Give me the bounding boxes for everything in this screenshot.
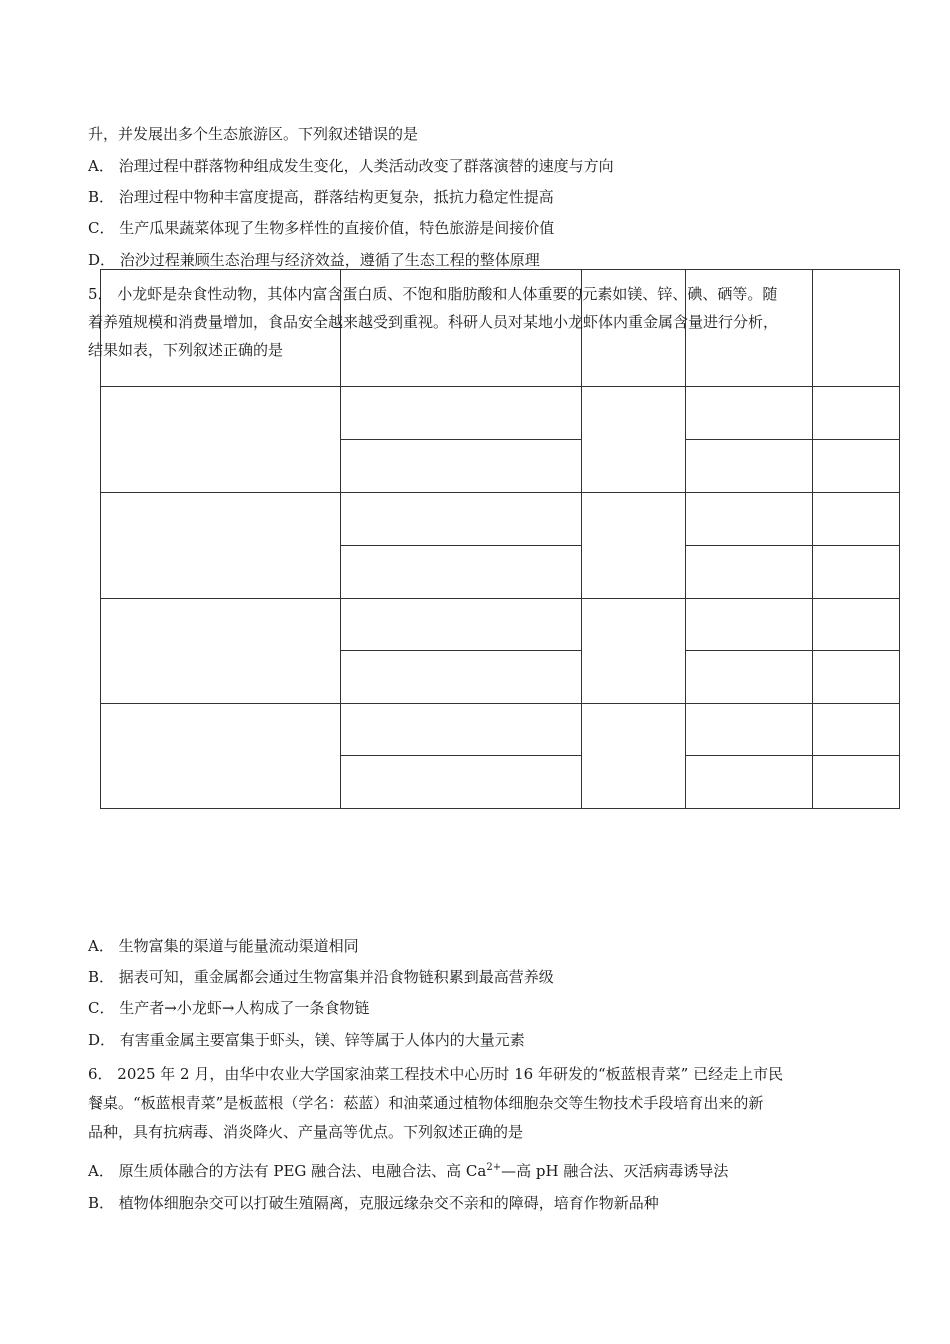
table-cell — [101, 387, 341, 493]
table-cell — [813, 440, 900, 493]
q5-stem-line-3: 结果如表，下列叙述正确的是 — [88, 341, 284, 359]
table-cell — [582, 704, 686, 809]
table-cell — [813, 493, 900, 546]
table-cell — [101, 704, 341, 809]
q5-stem-line-2: 着养殖规模和消费量增加，食品安全越来越受到重视。科研人员对某地小龙虾体内重金属含量进行分析， — [88, 313, 779, 331]
table-cell — [341, 493, 582, 546]
q4-option-c: C． 生产瓜果蔬菜体现了生物多样性的直接价值，特色旅游是间接价值 — [88, 219, 555, 237]
table-cell — [341, 440, 582, 493]
table-cell — [813, 756, 900, 809]
table-cell — [582, 493, 686, 599]
q6-option-a-part1: A． 原生质体融合的方法有 PEG 融合法、电融合法、高 Ca — [88, 1162, 487, 1180]
table-cell — [686, 387, 813, 440]
q5-option-d: D． 有害重金属主要富集于虾头，镁、锌等属于人体内的大量元素 — [88, 1031, 525, 1049]
table-cell — [341, 546, 582, 599]
table-row — [101, 704, 900, 756]
q6-stem-line-3: 品种，具有抗病毒、消炎降火、产量高等优点。下列叙述正确的是 — [88, 1123, 524, 1141]
table-cell — [341, 704, 582, 756]
table-cell — [686, 599, 813, 651]
table-cell — [686, 756, 813, 809]
table-cell — [813, 387, 900, 440]
q6-option-b: B． 植物体细胞杂交可以打破生殖隔离，克服远缘杂交不亲和的障碍，培育作物新品种 — [88, 1194, 659, 1212]
table-cell — [686, 546, 813, 599]
q5-option-b: B． 据表可知，重金属都会通过生物富集并沿食物链积累到最高营养级 — [88, 968, 554, 986]
table-cell — [582, 599, 686, 704]
table-row — [101, 599, 900, 651]
q4-option-b: B． 治理过程中物种丰富度提高，群落结构更复杂，抵抗力稳定性提高 — [88, 188, 554, 206]
table-cell — [813, 270, 900, 387]
table-row — [101, 493, 900, 546]
table-cell — [813, 704, 900, 756]
q5-option-c: C． 生产者→小龙虾→人构成了一条食物链 — [88, 999, 370, 1017]
table-cell — [341, 756, 582, 809]
table-cell — [101, 493, 341, 599]
q4-option-a: A． 治理过程中群落物种组成发生变化，人类活动改变了群落演替的速度与方向 — [88, 157, 614, 175]
table-cell — [341, 651, 582, 704]
q5-stem-line-1: 5． 小龙虾是杂食性动物，其体内富含蛋白质、不饱和脂肪酸和人体重要的元素如镁、锌、碘、硒等。随 — [88, 285, 778, 303]
table-cell — [813, 651, 900, 704]
table-row — [101, 387, 900, 440]
table-cell — [686, 493, 813, 546]
q6-stem-line-1: 6． 2025 年 2 月，由华中农业大学国家油菜工程技术中心历时 16 年研发的“板蓝根青菜” 已经走上市民 — [88, 1065, 784, 1083]
calcium-charge-superscript: 2+ — [486, 1162, 502, 1173]
table-cell — [813, 546, 900, 599]
table-cell — [101, 599, 341, 704]
q6-option-a-part2: —高 pH 融合法、灭活病毒诱导法 — [501, 1162, 729, 1180]
table-cell — [341, 387, 582, 440]
table-cell — [686, 440, 813, 493]
q4-stem-end: 升，并发展出多个生态旅游区。下列叙述错误的是 — [88, 125, 419, 143]
table-cell — [341, 599, 582, 651]
q5-option-a: A． 生物富集的渠道与能量流动渠道相同 — [88, 937, 359, 955]
table-cell — [686, 704, 813, 756]
q6-option-a — [88, 1161, 728, 1181]
table-cell — [813, 599, 900, 651]
q6-stem-line-2: 餐桌。“板蓝根青菜”是板蓝根（学名：菘蓝）和油菜通过植物体细胞杂交等生物技术手段培育出来的新 — [88, 1094, 764, 1112]
table-cell — [582, 387, 686, 493]
table-cell — [686, 651, 813, 704]
q4-option-d: D． 治沙过程兼顾生态治理与经济效益，遵循了生态工程的整体原理 — [88, 251, 540, 269]
